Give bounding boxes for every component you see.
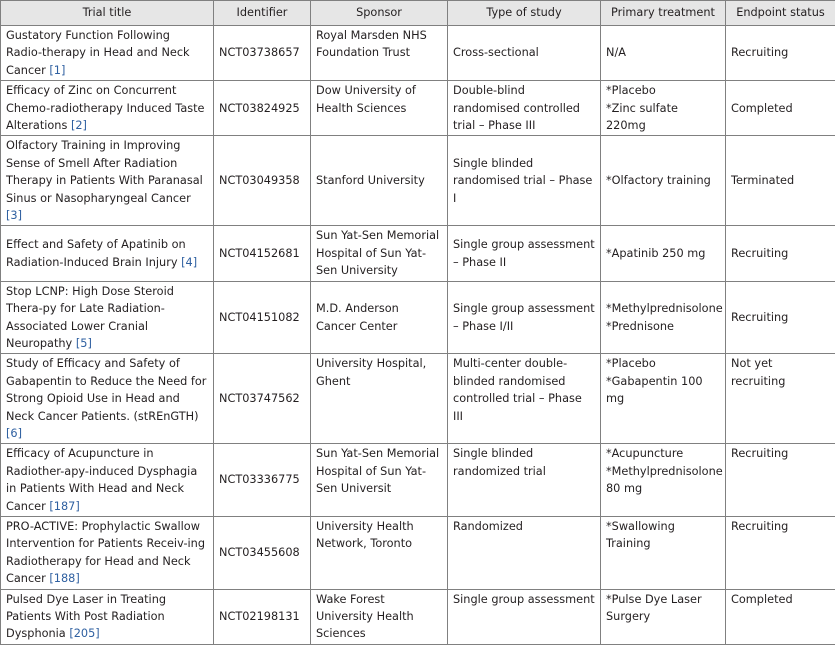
header-row (1, 1, 835, 26)
identifier-cell: NCT04151082 (214, 281, 311, 354)
trial-title: Efficacy of Acupuncture in Radiother-apy-induced Dysphagia in Patients With Head and Neck Cancer (6, 447, 197, 512)
header-type-of-study: Type of study (448, 1, 601, 26)
treatment-item: *Apatinib 250 mg (606, 245, 720, 262)
trial-title-cell (1, 26, 214, 81)
status-cell: Completed (726, 589, 835, 644)
table-row (1, 26, 835, 81)
study-type-cell: Multi-center double-blinded randomised controlled trial – Phase III (448, 354, 601, 444)
sponsor-cell: Dow University of Health Sciences (311, 81, 448, 136)
identifier-cell: NCT03738657 (214, 26, 311, 81)
status-cell: Not yet recruiting (726, 354, 835, 444)
identifier-cell: NCT03747562 (214, 354, 311, 444)
treatment-item: *Olfactory training (606, 172, 720, 189)
trial-title-cell (1, 281, 214, 354)
treatment-cell (601, 136, 726, 226)
identifier-cell: NCT04152681 (214, 226, 311, 281)
table-row (1, 81, 835, 136)
reference-link[interactable]: [2] (71, 119, 87, 132)
sponsor-cell: Sun Yat-Sen Memorial Hospital of Sun Yat-Sen Universit (311, 444, 448, 517)
reference-link[interactable]: [205] (69, 627, 99, 640)
treatment-cell (601, 516, 726, 589)
trial-title-cell (1, 136, 214, 226)
trial-title: PRO-ACTIVE: Prophylactic Swallow Intervention for Patients Receiv-ing Radiotherapy for Head and Neck Cancer (6, 520, 205, 585)
identifier-cell: NCT03455608 (214, 516, 311, 589)
study-type-cell: Cross-sectional (448, 26, 601, 81)
table-row (1, 516, 835, 589)
study-type-cell: Double-blind randomised controlled trial – Phase III (448, 81, 601, 136)
reference-link[interactable]: [4] (181, 256, 197, 269)
reference-link[interactable]: [6] (6, 427, 22, 440)
sponsor-cell: University Health Network, Toronto (311, 516, 448, 589)
header-trial-title: Trial title (1, 1, 214, 26)
study-type-cell: Single group assessment – Phase II (448, 226, 601, 281)
identifier-cell: NCT03049358 (214, 136, 311, 226)
trial-title: Effect and Safety of Apatinib on Radiation-Induced Brain Injury (6, 238, 186, 268)
trial-title: Stop LCNP: High Dose Steroid Thera-py for Late Radiation-Associated Lower Cranial Neuropathy (6, 285, 174, 350)
table-row (1, 281, 835, 354)
reference-link[interactable]: [188] (49, 572, 79, 585)
treatment-item: *Pulse Dye Laser Surgery (606, 591, 720, 626)
header-identifier: Identifier (214, 1, 311, 26)
reference-link[interactable]: [187] (49, 500, 79, 513)
header-endpoint-status: Endpoint status (726, 1, 835, 26)
trial-title: Study of Efficacy and Safety of Gabapentin to Reduce the Need for Strong Opioid Use in Head and Neck Cancer Patients. (stREnGTH) (6, 357, 206, 422)
status-cell: Recruiting (726, 516, 835, 589)
study-type-cell: Randomized (448, 516, 601, 589)
identifier-cell: NCT03824925 (214, 81, 311, 136)
trial-title-cell (1, 516, 214, 589)
header-primary-treatment: Primary treatment (601, 1, 726, 26)
trial-title-cell (1, 81, 214, 136)
treatment-item: *Zinc sulfate 220mg (606, 100, 720, 135)
table-row (1, 354, 835, 444)
status-cell: Recruiting (726, 281, 835, 354)
treatment-cell (601, 354, 726, 444)
treatment-cell (601, 444, 726, 517)
treatment-cell (601, 589, 726, 644)
trial-title: Pulsed Dye Laser in Treating Patients With Post Radiation Dysphonia (6, 593, 166, 641)
trial-title: Gustatory Function Following Radio-therapy in Head and Neck Cancer (6, 29, 190, 77)
treatment-item: *Methylprednisolone 80 mg (606, 463, 720, 498)
status-cell: Completed (726, 81, 835, 136)
status-cell: Terminated (726, 136, 835, 226)
trial-title-cell (1, 589, 214, 644)
treatment-item: *Acupuncture (606, 445, 720, 462)
reference-link[interactable]: [3] (6, 209, 22, 222)
sponsor-cell: Stanford University (311, 136, 448, 226)
treatment-cell (601, 281, 726, 354)
status-cell: Recruiting (726, 444, 835, 517)
treatment-item: *Placebo (606, 355, 720, 372)
trial-title: Olfactory Training in Improving Sense of Smell After Radiation Therapy in Patients With Paranasal Sinus or Nasopharyngeal Cancer (6, 139, 203, 204)
table-row (1, 136, 835, 226)
treatment-cell (601, 26, 726, 81)
sponsor-cell: Royal Marsden NHS Foundation Trust (311, 26, 448, 81)
treatment-item: *Swallowing Training (606, 518, 720, 553)
status-cell: Recruiting (726, 26, 835, 81)
trial-title-cell (1, 226, 214, 281)
header-sponsor: Sponsor (311, 1, 448, 26)
study-type-cell: Single blinded randomised trial – Phase I (448, 136, 601, 226)
treatment-item: *Methylprednisolone (606, 300, 720, 317)
study-type-cell: Single blinded randomized trial (448, 444, 601, 517)
treatment-item: *Placebo (606, 82, 720, 99)
status-cell: Recruiting (726, 226, 835, 281)
treatment-item: *Gabapentin 100 mg (606, 373, 720, 408)
treatment-item: *Prednisone (606, 318, 720, 335)
study-type-cell: Single group assessment – Phase I/II (448, 281, 601, 354)
treatment-item: N/A (606, 44, 720, 61)
reference-link[interactable]: [1] (49, 64, 65, 77)
identifier-cell: NCT03336775 (214, 444, 311, 517)
sponsor-cell: Sun Yat-Sen Memorial Hospital of Sun Yat-Sen University (311, 226, 448, 281)
trial-title-cell (1, 354, 214, 444)
sponsor-cell: Wake Forest University Health Sciences (311, 589, 448, 644)
table-row (1, 589, 835, 644)
identifier-cell: NCT02198131 (214, 589, 311, 644)
sponsor-cell: University Hospital, Ghent (311, 354, 448, 444)
table-row (1, 444, 835, 517)
trial-title-cell (1, 444, 214, 517)
treatment-cell (601, 226, 726, 281)
reference-link[interactable]: [5] (76, 337, 92, 350)
treatment-cell (601, 81, 726, 136)
trial-title: Efficacy of Zinc on Concurrent Chemo-radiotherapy Induced Taste Alterations (6, 84, 205, 132)
table-row (1, 226, 835, 281)
sponsor-cell: M.D. Anderson Cancer Center (311, 281, 448, 354)
study-type-cell: Single group assessment (448, 589, 601, 644)
